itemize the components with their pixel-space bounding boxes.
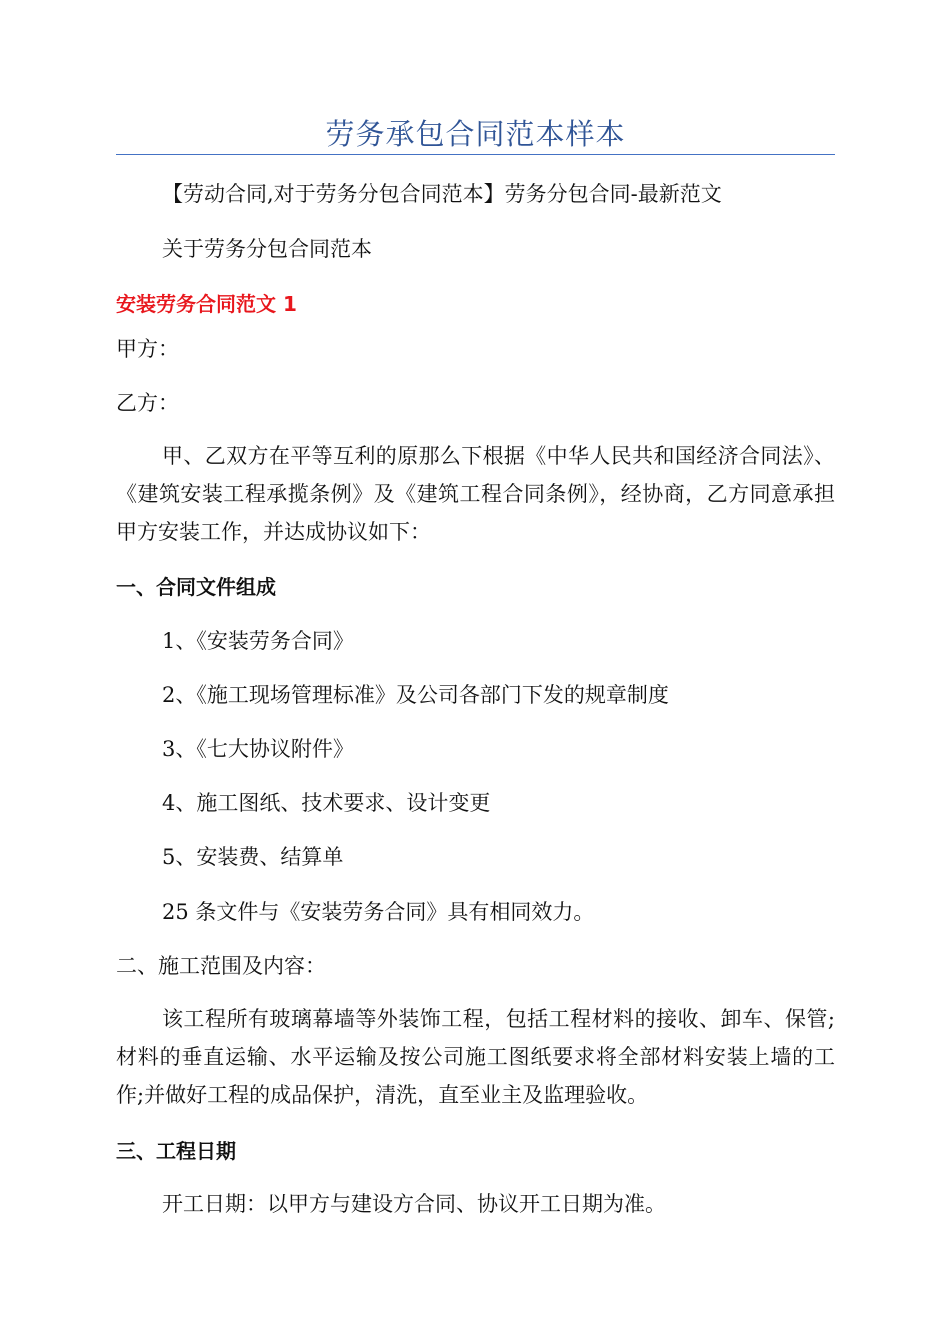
intro-line: 关于劳务分包合同范本	[162, 237, 372, 261]
list-item: 4、施工图纸、技术要求、设计变更	[162, 791, 491, 815]
list-item: 2、《施工现场管理标准》及公司各部门下发的规章制度	[162, 683, 669, 707]
list-item: 5、安装费、结算单	[162, 845, 344, 869]
party-a-label: 甲方：	[116, 337, 179, 361]
document-title: 劳务承包合同范本样本	[325, 117, 626, 151]
list-item: 3、《七大协议附件》	[162, 737, 354, 761]
title-underline	[116, 154, 835, 155]
section3-text: 开工日期：以甲方与建设方合同、协议开工日期为准。	[162, 1192, 666, 1216]
section2-paragraph: 该工程所有玻璃幕墙等外装饰工程，包括工程材料的接收、卸车、保管;材料的垂直运输、水平运输及按公司施工图纸要求将全部材料安装上墙的工作;并做好工程的成品保护，清洗，直至业主及监理验收。	[116, 1007, 835, 1107]
list-item: 1、《安装劳务合同》	[162, 629, 354, 653]
section1-note: 25 条文件与《安装劳务合同》具有相同效力。	[162, 900, 595, 924]
red-heading: 安装劳务合同范文 1	[116, 292, 297, 316]
section2-heading: 二、施工范围及内容：	[116, 954, 326, 978]
party-b-label: 乙方：	[116, 391, 179, 415]
section1-heading: 一、合同文件组成	[116, 575, 276, 599]
section3-heading: 三、工程日期	[116, 1139, 236, 1163]
preamble-paragraph: 甲、乙双方在平等互利的原那么下根据《中华人民共和国经济合同法》、《建筑安装工程承揽条例》及《建筑工程合同条例》，经协商，乙方同意承担甲方安装工作，并达成协议如下：	[116, 444, 835, 544]
subtitle: 【劳动合同,对于劳务分包合同范本】劳务分包合同-最新范文	[162, 182, 722, 206]
